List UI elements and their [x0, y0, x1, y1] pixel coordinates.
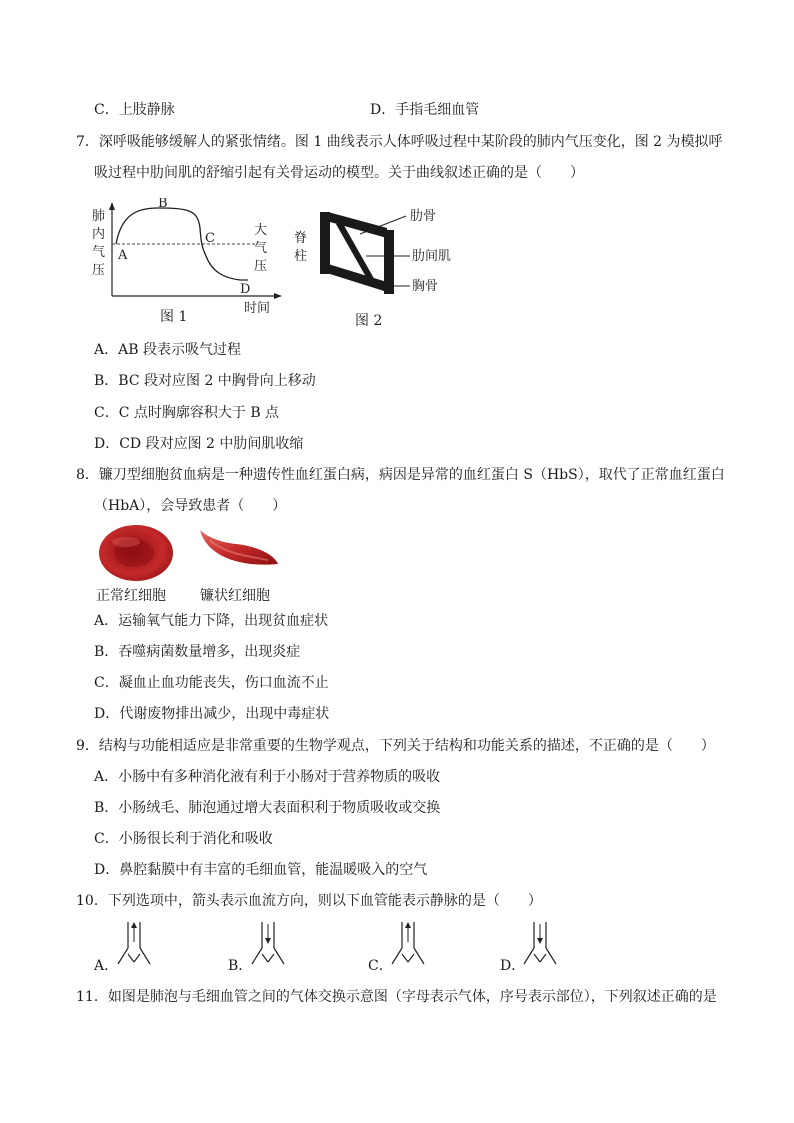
q11-stem: 11．如图是肺泡与毛细血管之间的气体交换示意图（字母表示气体，序号表示部位），下列叙述正确的是 — [76, 989, 717, 1005]
q8-stem-line2: （HbA），会导致患者（ ） — [94, 498, 287, 514]
q10-option-a-vessel-icon — [114, 918, 154, 970]
fig1-ylabel-4: 压 — [92, 263, 106, 278]
fig1-ylabel-3: 气 — [92, 245, 106, 260]
q7-option-c: C．C 点时胸廓容积大于 B 点 — [94, 405, 280, 421]
q7-option-d: D．CD 段对应图 2 中肋间肌收缩 — [94, 436, 304, 452]
q7-stem-line2: 吸过程中肋间肌的舒缩引起有关骨运动的模型。关于曲线叙述正确的是（ ） — [94, 165, 584, 181]
q7-option-b: B．BC 段对应图 2 中胸骨向上移动 — [94, 373, 316, 389]
q6-option-c: C．上肢静脉 — [94, 102, 175, 118]
fig1-xlabel: 时间 — [244, 301, 271, 316]
fig1-x-arrow — [274, 293, 282, 299]
fig2-spine-label-1: 脊 — [294, 231, 308, 246]
normal-red-blood-cell-image — [96, 522, 176, 584]
q9-option-c: C．小肠很长利于消化和吸收 — [94, 831, 273, 847]
q8-stem-line1: 8．镰刀型细胞贫血病是一种遗传性血红蛋白病，病因是异常的血红蛋白 S（HbS），取代了正常血红蛋白 — [76, 467, 725, 483]
fig1-ylabel-1: 肺 — [92, 209, 106, 224]
fig2-lower-rib — [328, 264, 387, 292]
q9-option-d: D．鼻腔黏膜中有丰富的毛细血管，能温暖吸入的空气 — [94, 862, 428, 878]
q10-option-d-vessel-icon — [520, 918, 560, 970]
fig1-point-a: A — [118, 248, 128, 263]
normal-cell-caption: 正常红细胞 — [96, 588, 166, 604]
q10-option-b-vessel-icon — [248, 918, 288, 970]
fig1-point-c: C — [205, 231, 215, 246]
q9-option-b: B．小肠绒毛、肺泡通过增大表面积利于物质吸收或交换 — [94, 800, 441, 816]
q10-option-b-label: B． — [228, 958, 253, 974]
q10-option-c-vessel-icon — [388, 918, 428, 970]
q10-stem: 10．下列选项中，箭头表示血流方向，则以下血管能表示静脉的是（ ） — [76, 893, 542, 909]
q7-option-a: A．AB 段表示吸气过程 — [94, 342, 241, 358]
fig2-caption: 图 2 — [355, 313, 383, 329]
fig2-rib-label: 肋骨 — [410, 209, 437, 224]
fig2-muscle-label: 肋间肌 — [412, 249, 452, 264]
figure-1-pressure-curve — [88, 198, 288, 320]
fig2-sternum-label: 胸骨 — [412, 279, 439, 294]
q8-option-d: D．代谢废物排出减少，出现中毒症状 — [94, 706, 330, 722]
fig1-atm-label-1: 大 — [254, 223, 268, 238]
fig1-atm-label-3: 压 — [254, 259, 268, 274]
fig1-point-b: B — [158, 198, 168, 211]
q6-option-d: D．手指毛细血管 — [370, 102, 480, 118]
q9-stem: 9．结构与功能相适应是非常重要的生物学观点，下列关于结构和功能关系的描述，不正确的是（ ） — [76, 738, 715, 754]
q10-option-c-label: C． — [368, 958, 393, 974]
q8-option-c: C．凝血止血功能丧失，伤口血流不止 — [94, 675, 329, 691]
q7-stem-line1: 7．深呼吸能够缓解人的紧张情绪。图 1 曲线表示人体呼吸过程中某阶段的肺内气压变化，图 2 为模拟呼 — [76, 134, 723, 150]
figure-2-rib-model — [290, 204, 470, 300]
fig1-caption: 图 1 — [160, 309, 188, 325]
fig1-point-d: D — [240, 282, 251, 297]
q8-option-a: A．运输氧气能力下降，出现贫血症状 — [94, 613, 329, 629]
fig1-atm-label-2: 气 — [254, 241, 268, 256]
fig1-ylabel-2: 内 — [92, 227, 106, 242]
q9-option-a: A．小肠中有多种消化液有利于小肠对于营养物质的吸收 — [94, 769, 441, 785]
fig2-spine-label-2: 柱 — [294, 249, 308, 264]
q10-option-d-label: D． — [500, 958, 526, 974]
q8-option-b: B．吞噬病菌数量增多，出现炎症 — [94, 644, 301, 660]
q10-option-a-label: A． — [94, 958, 119, 974]
fig1-y-arrow — [109, 202, 115, 210]
sickle-cell-caption: 镰状红细胞 — [200, 588, 270, 604]
sickle-red-blood-cell-image — [196, 524, 282, 574]
